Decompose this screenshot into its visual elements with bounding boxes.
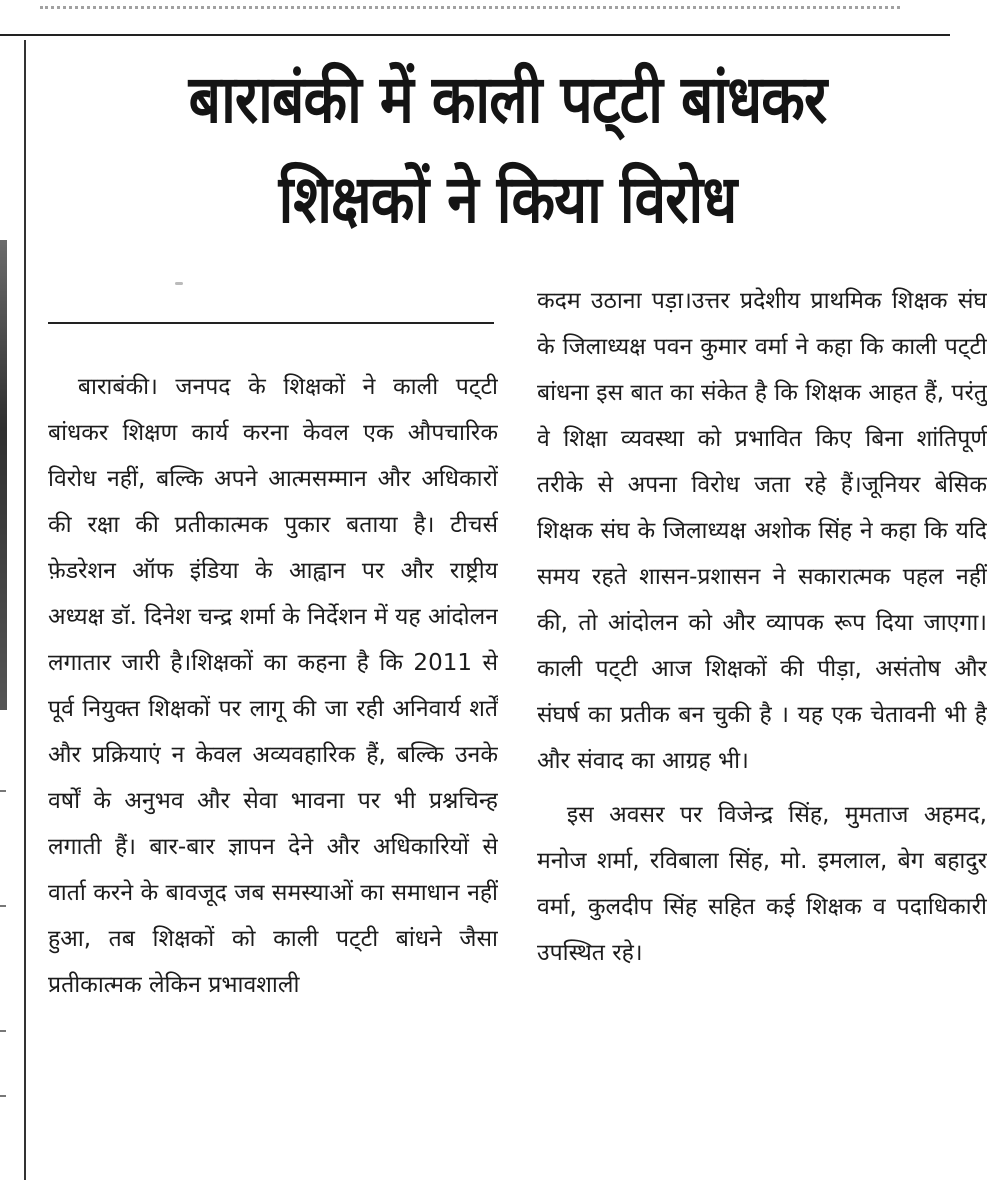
edge-mark — [0, 1095, 6, 1097]
edge-mark — [0, 790, 6, 792]
headline-underline — [48, 322, 494, 324]
paragraph: कदम उठाना पड़ा।उत्तर प्रदेशीय प्राथमिक शिक्षक संघ के जिलाध्यक्ष पवन कुमार वर्मा ने कहा कि काली पट्‌टी बांधना इस बात का संकेत है कि शिक्षक आहत हैं, परंतु वे शिक्षा व्यवस्था को प्रभावित किए बिना शांतिपूर्ण तरीके से अपना विरोध जता रहे हैं।जूनियर बेसिक शिक्षक संघ के जिलाध्यक्ष अशोक सिंह ने कहा कि यदि समय रहते शासन-प्रशासन ने सकारात्मक पहल नहीं की, तो आंदोलन को और व्यापक रूप दिया जाएगा। काली पट्‌टी आज शिक्षकों की पीड़ा, असंतोष और संघर्ष का प्रतीक बन चुकी है । यह एक चेतावनी भी है और संवाद का आग्रह भी। — [537, 288, 987, 774]
print-speck — [175, 282, 183, 285]
article-column-left — [48, 364, 498, 1180]
edge-mark — [0, 905, 6, 907]
headline-line-2: शिक्षकों ने किया विरोध — [278, 161, 737, 238]
adjacent-photo-edge — [0, 240, 7, 710]
column-divider-left — [24, 40, 26, 1180]
headline-line-1: बाराबंकी में काली पट्‌टी बांधकर — [188, 61, 827, 138]
paragraph: इस अवसर पर विजेन्द्र सिंह, मुमताज अहमद, मनोज शर्मा, रविबाला सिंह, मो. इमलाल, बेग बहादुर वर्मा, कुलदीप सिंह सहित कई शिक्षक व पदाधिकारी उपस्थित रहे। — [537, 802, 987, 966]
top-divider — [0, 34, 950, 36]
article-headline — [97, 50, 918, 250]
article-column-right — [537, 278, 987, 1180]
clipped-previous-article-text — [40, 0, 900, 9]
paragraph: बाराबंकी। जनपद के शिक्षकों ने काली पट्‌टी बांधकर शिक्षण कार्य करना केवल एक औपचारिक विरोध नहीं, बल्कि अपने आत्मसम्मान और अधिकारों की रक्षा की प्रतीकात्मक पुकार बताया है। टीचर्स फ़ेडरेशन ऑफ इंडिया के आह्वान पर और राष्ट्रीय अध्यक्ष डॉ. दिनेश चन्द्र शर्मा के निर्देशन में यह आंदोलन लगातार जारी है।शिक्षकों का कहना है कि 2011 से पूर्व नियुक्त शिक्षकों पर लागू की जा रही अनिवार्य शर्तें और प्रक्रियाएं न केवल अव्यवहारिक हैं, बल्कि उनके वर्षों के अनुभव और सेवा भावना पर भी प्रश्नचिन्ह लगाती हैं। बार-बार ज्ञापन देने और अधिकारियों से वार्ता करने के बावजूद जब समस्याओं का समाधान नहीं हुआ, तब शिक्षकों को काली पट्‌टी बांधने जैसा प्रतीकात्मक लेकिन प्रभावशाली — [48, 374, 498, 998]
edge-mark — [0, 1030, 6, 1032]
